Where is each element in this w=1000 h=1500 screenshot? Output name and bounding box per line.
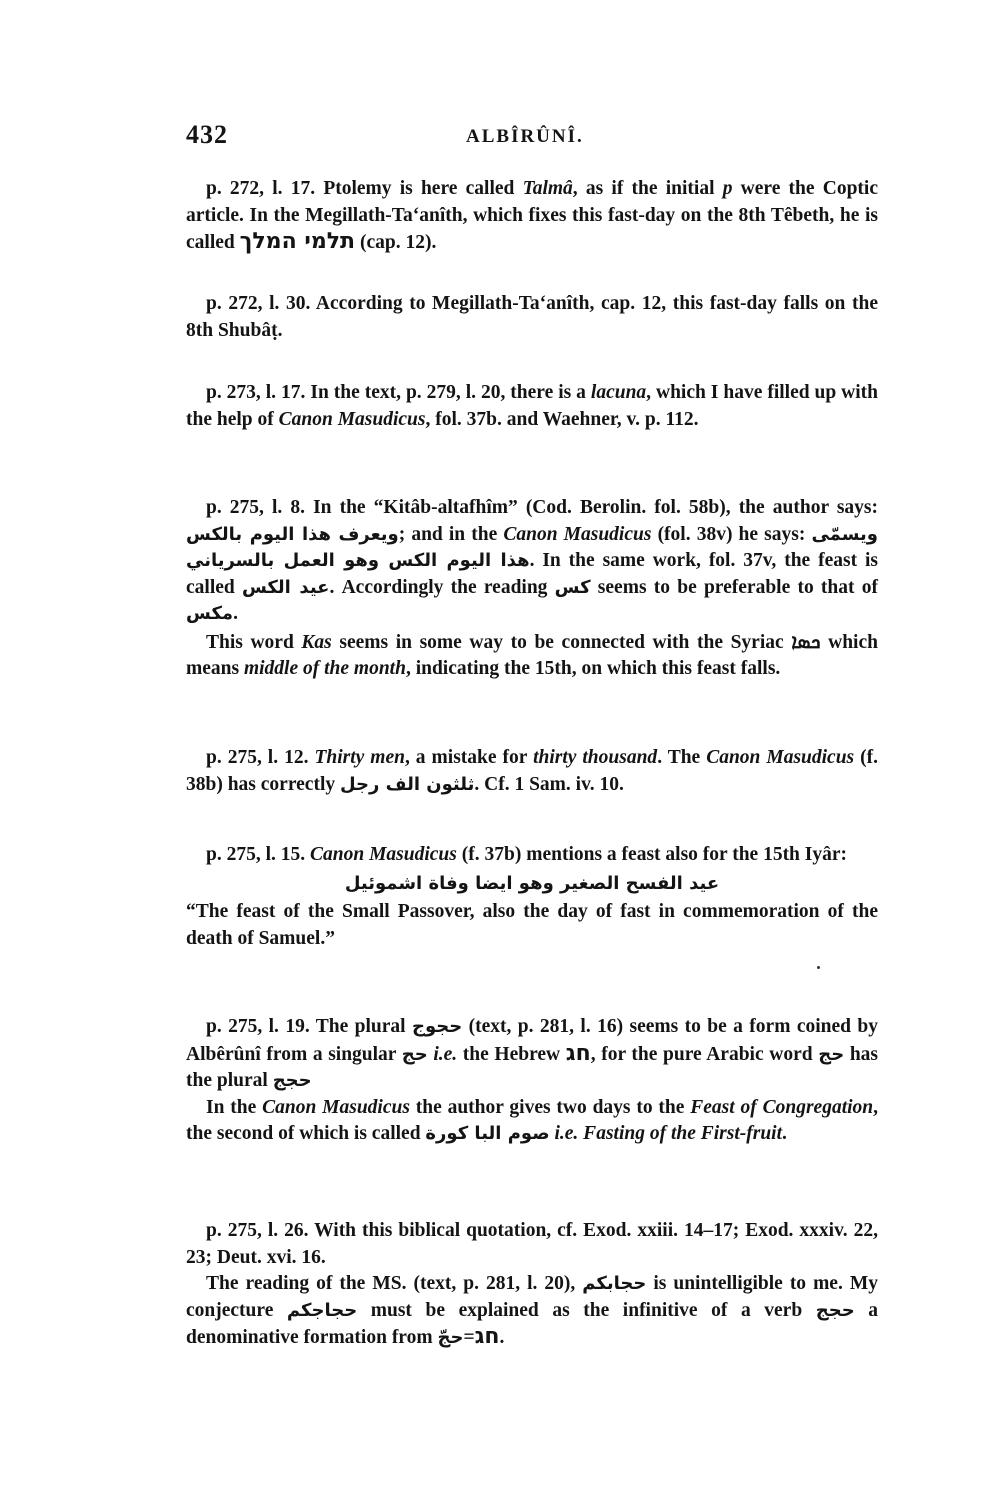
hebrew-text: תלמי המלך bbox=[239, 229, 356, 254]
note-275-15: p. 275, l. 15. Canon Masudicus (f. 37b) mentions a feast also for the 15th Iyâr: عيد الفسح الصغير وهو ايضا وفاة اشموئيل “The feast of the Small Passover, also the day of fast in commemoration of the death of Samuel.” bbox=[186, 844, 878, 949]
note-275-8: p. 275, l. 8. In the “Kitâb-altafhîm” (Cod. Berolin. fol. 58b), the author says: ويعرف هذا اليوم بالكس; and in the Canon Masudicus (fol. 38v) he says: ويسمّى هذا اليوم الكس وهو العمل بالسرياني. In the same work, fol. 37v, the feast is called عيد الكس. Accordingly the reading كس seems to be preferable to that of مكس. This word Kas seems in some way to be connected with the Syriac ܟܣܐ which means middle of the month, indicating the 15th, on which this feast falls. bbox=[186, 497, 878, 679]
english-translation: “The feast of the Small Passover, also the day of fast in commemoration of the death of Samuel.” bbox=[186, 901, 878, 949]
note-ref: p. 272, l. 17. bbox=[206, 178, 316, 199]
arabic-text: ويسمّى هذا اليوم الكس وهو العمل بالسرياني bbox=[186, 523, 878, 571]
arabic-text: حجوج bbox=[412, 1016, 463, 1037]
arabic-text: حجج bbox=[815, 1299, 855, 1321]
arabic-quotation: عيد الفسح الصغير وهو ايضا وفاة اشموئيل bbox=[344, 872, 720, 894]
note-ref: p. 275, l. 12. bbox=[206, 747, 309, 768]
arabic-text: ويعرف هذا اليوم بالكس bbox=[186, 523, 399, 545]
note-273-17: p. 273, l. 17. In the text, p. 279, l. 20, there is a lacuna, which I have filled up with the help of Canon Masudicus, fol. 37b. and Waehner, v. p. 112. bbox=[186, 382, 879, 430]
arabic-text: حجابكم bbox=[582, 1273, 647, 1294]
note-ref: p. 275, l. 26. bbox=[206, 1220, 309, 1241]
note-272-30: p. 272, l. 30. According to Megillath-Ta‘anîth, cap. 12, this fast-day falls on the 8th Shubâṭ. bbox=[186, 293, 878, 341]
arabic-text: ثلثون الف رجل bbox=[339, 773, 475, 795]
page-number: 432 bbox=[186, 120, 228, 149]
arabic-text: عيد الكس bbox=[241, 576, 330, 598]
note-275-12: p. 275, l. 12. Thirty men, a mistake for thirty thousand. The Canon Masudicus (f. 38b) has correctly ثلثون الف رجل. Cf. 1 Sam. iv. 10. bbox=[186, 747, 879, 795]
arabic-text: حج bbox=[401, 1043, 428, 1065]
note-275-26: p. 275, l. 26. With this biblical quotation, cf. Exod. xxiii. 14–17; Exod. xxxiv. 22, 23; Deut. xvi. 16. The reading of the MS. (text, p. 281, l. 20), حجابكم is unintelligible to me. My conjecture حجاجكم must be explained as the infinitive of a verb حجج a denominative formation from حجّ=חג. bbox=[186, 1220, 879, 1349]
note-ref: p. 275, l. 19. bbox=[206, 1016, 310, 1037]
arabic-text: حجج bbox=[272, 1070, 312, 1091]
arabic-text: حج bbox=[818, 1043, 845, 1065]
arabic-text: حجاجكم bbox=[286, 1299, 358, 1321]
note-ref: p. 273, l. 17. bbox=[206, 382, 306, 403]
hebrew-text: חג bbox=[565, 1040, 591, 1066]
running-title: ALBÎRÛNÎ. bbox=[466, 126, 584, 147]
arabic-text: حجّ bbox=[437, 1327, 464, 1348]
arabic-text: صوم البا كورة bbox=[425, 1123, 550, 1144]
note-ref: p. 275, l. 15. bbox=[206, 844, 306, 865]
arabic-text: مكس bbox=[186, 603, 234, 624]
stray-mark bbox=[817, 966, 820, 969]
syriac-text: ܟܣܐ bbox=[791, 628, 821, 653]
hebrew-text: חג bbox=[474, 1324, 500, 1349]
note-275-19: p. 275, l. 19. The plural حجوج (text, p. 281, l. 16) seems to be a form coined by Albêrûnî from a singular حج i.e. the Hebrew חג, for the pure Arabic word حج has the plural حجج In the Canon Masudicus the author gives two days to the Feast of Congregation, the second of which is called صوم البا كورة i.e. Fasting of the First-fruit. bbox=[186, 1016, 879, 1144]
arabic-text: كس bbox=[554, 576, 591, 598]
note-ref: p. 275, l. 8. bbox=[206, 497, 305, 518]
note-272-17: p. 272, l. 17. Ptolemy is here called Talmâ, as if the initial p were the Coptic article. In the Megillath-Ta‘anîth, which fixes this fast-day on the 8th Têbeth, he is called תלמי המלך (cap. 12). bbox=[186, 178, 878, 254]
note-ref: p. 272, l. 30. bbox=[206, 293, 311, 314]
